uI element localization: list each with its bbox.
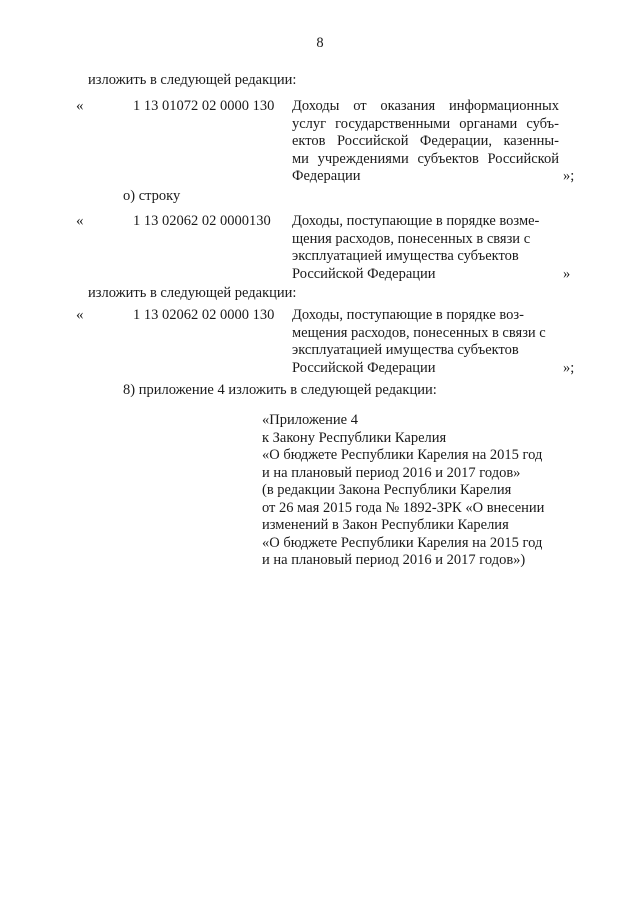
description-line: Доходы, поступающие в порядке возме- [292, 213, 540, 229]
description-line: мещения расходов, понесенных в связи с [292, 324, 546, 341]
open-quote: « [76, 98, 84, 114]
page-number: 8 [316, 35, 324, 51]
revenue-description [292, 213, 559, 283]
open-quote: « [76, 307, 84, 323]
description-line: щения расходов, понесенных в связи с [292, 230, 531, 247]
appendix-line: от 26 мая 2015 года № 1892-ЗРК «О внесении [262, 499, 545, 516]
revenue-code: 1 13 02062 02 0000130 [133, 213, 271, 229]
revenue-description [292, 307, 559, 377]
close-quote: »; [563, 168, 575, 184]
description-line: услуг государственными органами субъ- [292, 115, 559, 132]
description-line: ектов Российской Федерации, казенны- [292, 133, 559, 149]
revenue-code: 1 13 02062 02 0000 130 [133, 307, 275, 323]
appendix-line: «О бюджете Республики Карелия на 2015 год [262, 447, 543, 463]
appendix-line: (в редакции Закона Республики Карелия [262, 482, 512, 498]
description-line: ми учреждениями субъектов Российской [292, 150, 559, 167]
appendix-line: «Приложение 4 [262, 412, 358, 428]
description-line: Российской Федерации [292, 265, 436, 282]
description-line: Федерации [292, 168, 361, 184]
list-item-o: о) строку [123, 188, 181, 204]
description-line: Российской Федерации [292, 359, 436, 376]
close-quote: »; [563, 360, 575, 376]
description-line: эксплуатацией имущества субъектов [292, 248, 519, 264]
revenue-description [292, 98, 559, 186]
intro-text: изложить в следующей редакции: [88, 285, 297, 301]
open-quote: « [76, 213, 84, 229]
appendix-line: и на плановый период 2016 и 2017 годов») [262, 552, 526, 568]
appendix-line: «О бюджете Республики Карелия на 2015 год [262, 534, 543, 551]
revenue-code: 1 13 01072 02 0000 130 [133, 98, 275, 114]
appendix-line: изменений в Закон Республики Карелия [262, 517, 509, 533]
appendix-heading [262, 412, 544, 570]
description-line: Доходы, поступающие в порядке воз- [292, 307, 524, 323]
appendix-line: к Закону Республики Карелия [262, 429, 447, 446]
list-item-8: 8) приложение 4 изложить в следующей редакции: [123, 382, 437, 398]
description-line: эксплуатацией имущества субъектов [292, 342, 519, 358]
close-quote: » [563, 266, 571, 282]
intro-text: изложить в следующей редакции: [88, 72, 297, 88]
description-line: Доходы от оказания информационных [292, 98, 559, 114]
appendix-line: и на плановый период 2016 и 2017 годов» [262, 464, 521, 481]
